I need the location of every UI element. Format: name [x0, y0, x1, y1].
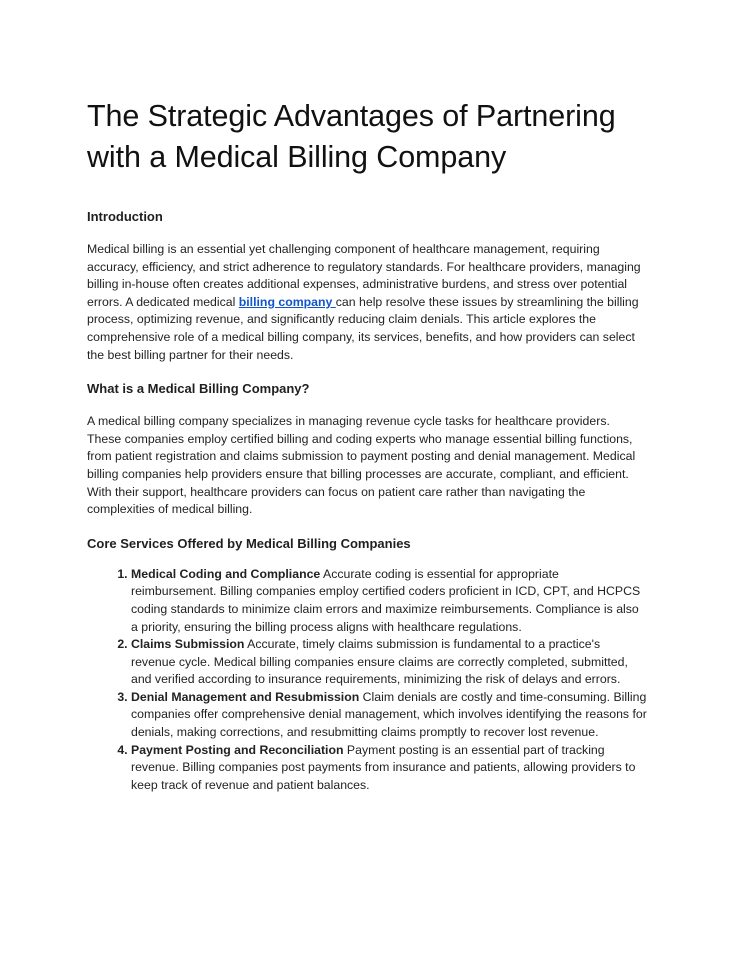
section-heading-what-is: What is a Medical Billing Company?	[87, 381, 310, 397]
list-item	[131, 689, 647, 742]
intro-paragraph	[87, 241, 647, 364]
page-title: The Strategic Advantages of Partnering with a Medical Billing Company	[87, 99, 616, 174]
service-text: Claim denials are costly and time-consuming. Billing companies offer comprehensive denial management, which involves identifying the reasons for denials, making corrections, and resubmitting claims promptly to recover lost revenue.	[131, 689, 647, 740]
list-item	[131, 566, 647, 636]
what-is-paragraph: A medical billing company specializes in managing revenue cycle tasks for healthcare providers. These companies employ certified billing and coding experts who manage essential billing functions, from patient registration and claims submission to payment posting and denial management. Medical billing companies help providers ensure that billing processes are accurate, compliant, and efficient. With their support, healthcare providers can focus on patient care rather than navigating the complexities of medical billing.	[87, 414, 636, 517]
list-item	[131, 742, 647, 795]
service-title: Claims Submission	[131, 637, 245, 652]
service-text: Payment posting is an essential part of tracking revenue. Billing companies post payments from insurance and patients, allowing providers to keep track of revenue and patient balances.	[131, 742, 636, 792]
section-heading-introduction: Introduction	[87, 209, 163, 224]
billing-company-link[interactable]: billing company	[238, 294, 336, 309]
service-title: Payment Posting and Reconciliation	[131, 742, 344, 757]
service-text: Accurate, timely claims submission is fundamental to a practice's revenue cycle. Medical billing companies ensure claims are correctly completed, submitted, and verified according to insurance requirements, minimizing the risk of delays and errors.	[131, 637, 628, 687]
service-title: Denial Management and Resubmission	[131, 689, 360, 704]
service-title: Medical Coding and Compliance	[131, 566, 321, 581]
core-services-list	[87, 566, 647, 795]
service-text: Accurate coding is essential for appropriate reimbursement. Billing companies employ certified coders proficient in ICD, CPT, and HCPCS coding standards to minimize claim errors and maximize reimbursements. Compliance is also a priority, ensuring the billing process aligns with healthcare regulations.	[131, 566, 641, 634]
list-item	[131, 636, 647, 689]
intro-text-start: Medical billing is an essential yet challenging component of healthcare management, requiring accuracy, efficiency, and strict adherence to regulatory standards. For healthcare providers, managing billing in-house often creates additional expenses, administrative burdens, and stress over potential errors. A dedicated medical	[87, 242, 641, 309]
section-heading-core-services: Core Services Offered by Medical Billing Companies	[87, 535, 411, 551]
intro-text-end: can help resolve these issues by streamlining the billing process, optimizing revenue, and significantly reducing claim denials. This article explores the comprehensive role of a medical billing company, its services, benefits, and how providers can select the best billing partner for their needs.	[87, 294, 639, 362]
document-content	[87, 96, 647, 794]
